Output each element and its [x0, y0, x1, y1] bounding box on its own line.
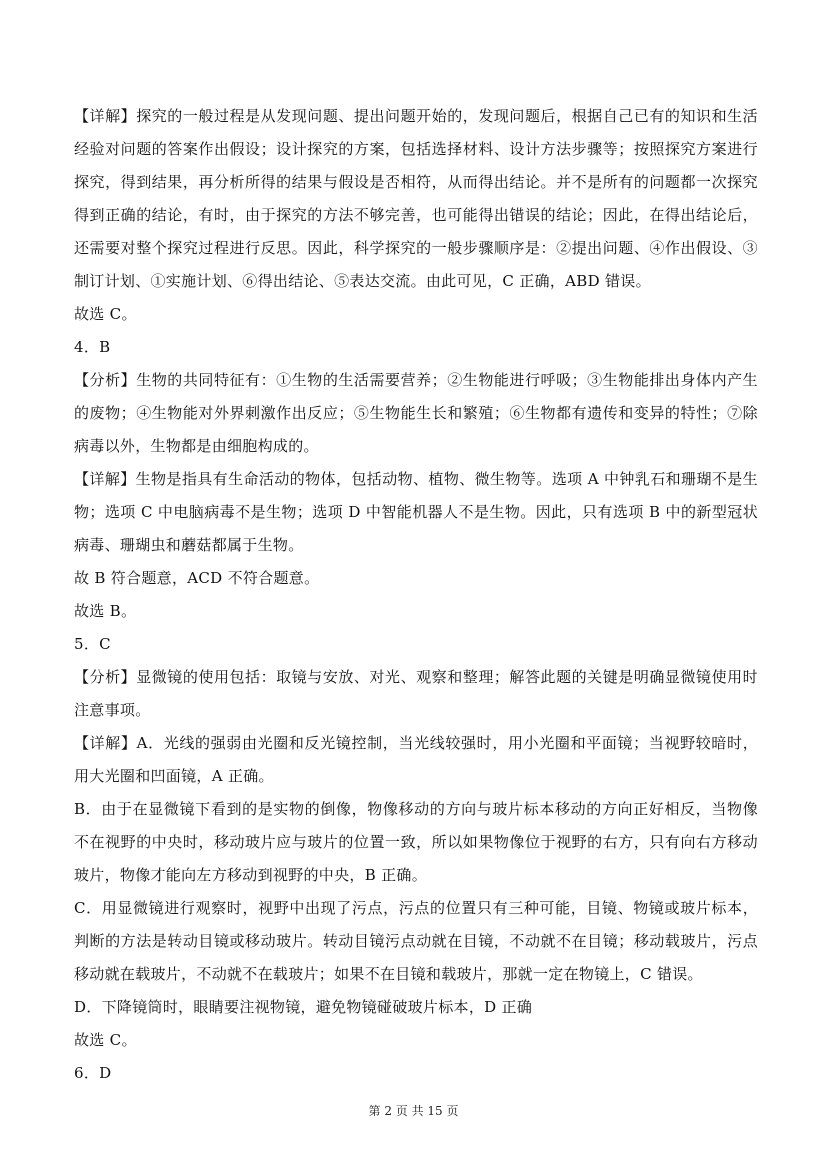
detail-paragraph-q4: 【详解】生物是指具有生命活动的物体，包括动物、植物、微生物等。选项 A 中钟乳石和珊瑚不是生物；选项 C 中电脑病毒不是生物；选项 D 中智能机器人不是生物。因此，只有选项 B 中的新型冠状病毒、珊瑚虫和蘑菇都属于生物。	[74, 470, 758, 554]
question-number-6: 6．D	[74, 1064, 112, 1082]
answer-line-q4: 故选 B。	[74, 602, 137, 620]
detail-paragraph-q5-a: 【详解】A．光线的强弱由光圈和反光镜控制，当光线较强时，用小光圈和平面镜；当视野较暗时，用大光圈和凹面镜，A 正确。	[74, 734, 758, 785]
answer-line-q3: 故选 C。	[74, 305, 137, 323]
question-number-5: 5．C	[74, 635, 111, 653]
page-footer: 第 2 页 共 15 页	[368, 1104, 459, 1118]
document-body	[74, 100, 758, 1090]
analysis-paragraph-q4: 【分析】生物的共同特征有：①生物的生活需要营养；②生物能进行呼吸；③生物能排出身体内产生的废物；④生物能对外界刺激作出反应；⑤生物能生长和繁殖；⑥生物都有遗传和变异的特性；⑦除病毒以外，生物都是由细胞构成的。	[74, 371, 758, 455]
detail-paragraph-q3: 【详解】探究的一般过程是从发现问题、提出问题开始的，发现问题后，根据自己已有的知识和生活经验对问题的答案作出假设；设计探究的方案，包括选择材料、设计方法步骤等；按照探究方案进行探究，得到结果，再分析所得的结果与假设是否相符，从而得出结论。并不是所有的问题都一次探究得到正确的结论，有时，由于探究的方法不够完善，也可能得出错误的结论；因此，在得出结论后，还需要对整个探究过程进行反思。因此，科学探究的一般步骤顺序是：②提出问题、④作出假设、③制订计划、①实施计划、⑥得出结论、⑤表达交流。由此可见，C 正确，ABD 错误。	[74, 107, 758, 290]
detail-paragraph-q5-d: D．下降镜筒时，眼睛要注视物镜，避免物镜碰破玻片标本，D 正确	[74, 998, 533, 1016]
detail-paragraph-q5-b: B．由于在显微镜下看到的是实物的倒像，物像移动的方向与玻片标本移动的方向正好相反，当物像不在视野的中央时，移动玻片应与玻片的位置一致，所以如果物像位于视野的右方，只有向右方移动玻片，物像才能向左方移动到视野的中央，B 正确。	[74, 800, 758, 884]
analysis-paragraph-q5: 【分析】显微镜的使用包括：取镜与安放、对光、观察和整理；解答此题的关键是明确显微镜使用时注意事项。	[74, 668, 758, 719]
question-number-4: 4．B	[74, 338, 111, 356]
detail-paragraph-q5-c: C．用显微镜进行观察时，视野中出现了污点，污点的位置只有三种可能，目镜、物镜或玻片标本，判断的方法是转动目镜或移动玻片。转动目镜污点动就在目镜，不动就不在目镜；移动载玻片，污点移动就在载玻片，不动就不在载玻片；如果不在目镜和载玻片，那就一定在物镜上，C 错误。	[74, 899, 758, 983]
answer-line-q5: 故选 C。	[74, 1031, 137, 1049]
conclusion-line-q4: 故 B 符合题意，ACD 不符合题意。	[74, 569, 320, 587]
